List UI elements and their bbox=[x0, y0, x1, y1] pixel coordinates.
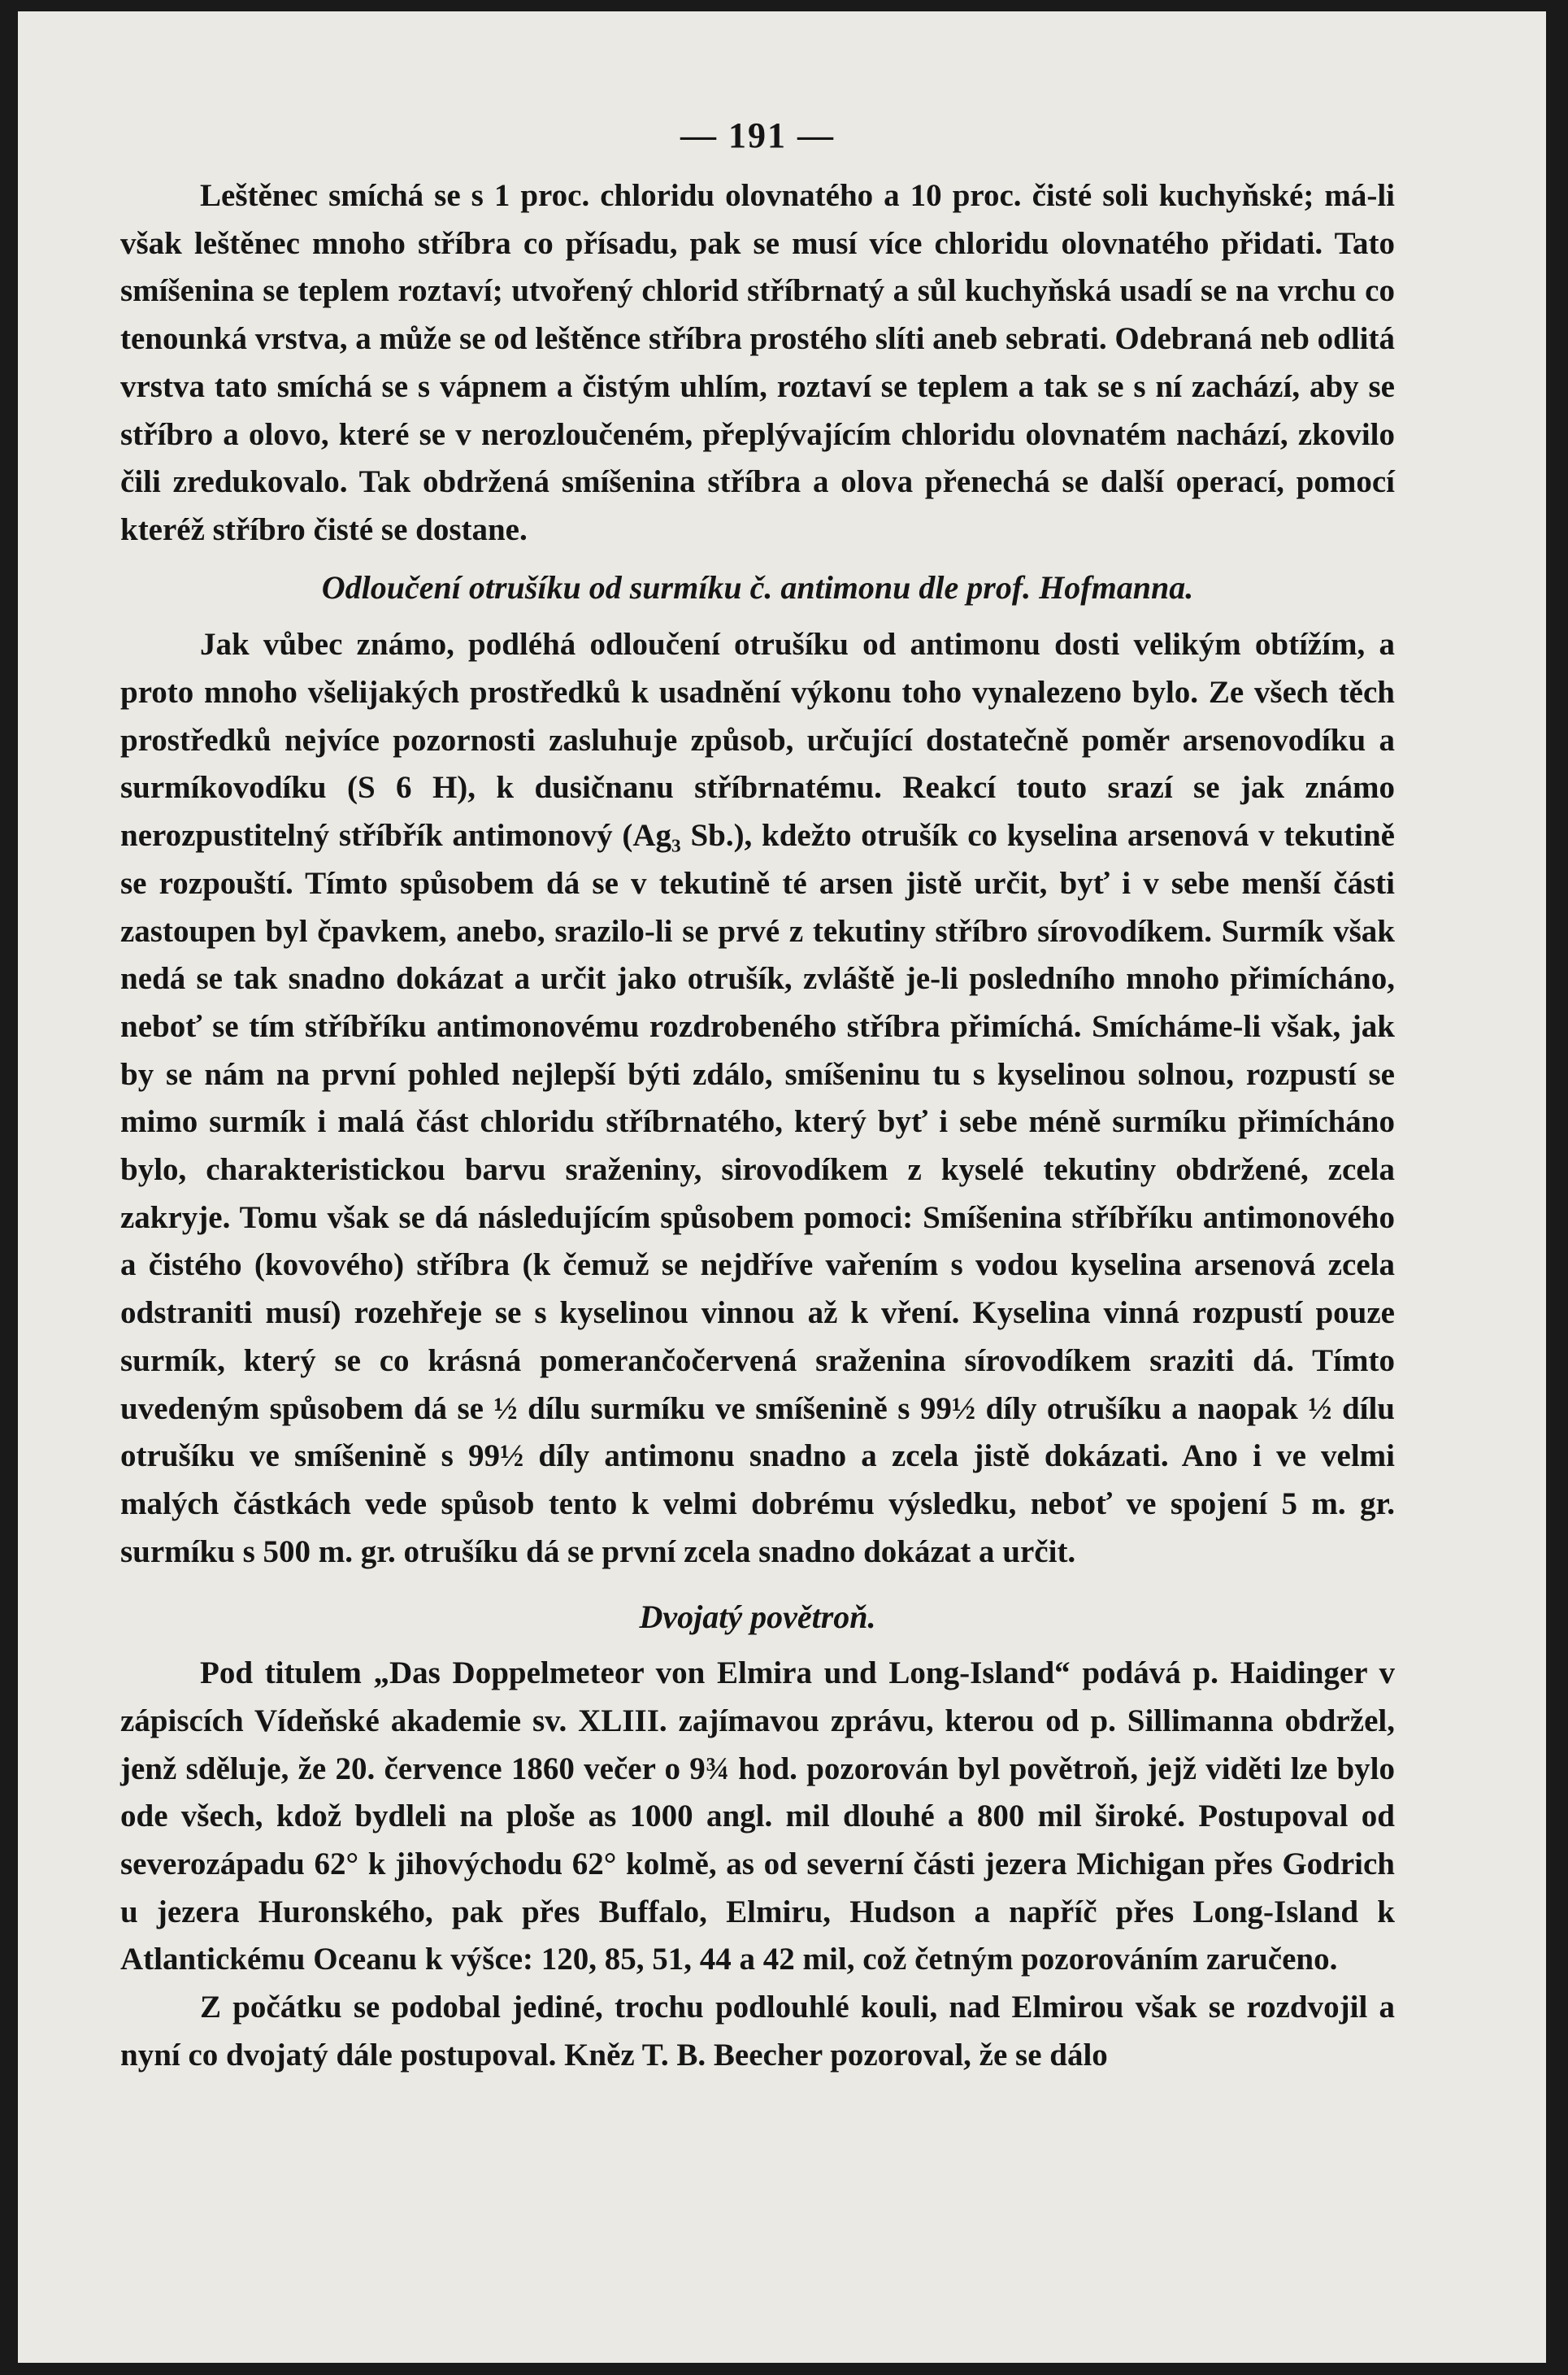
section-heading-antimony: Odloučení otrušíku od surmíku č. antimonu dle prof. Hofmanna. bbox=[321, 568, 1194, 606]
page-number: — 191 — bbox=[680, 115, 835, 155]
paragraph-4: Z počátku se podobal jediné, trochu podlouhlé kouli, nad Elmirou však se rozdvojil a nyní co dvojatý dále postupoval. Kněz T. B. Beecher pozoroval, že se dálo bbox=[120, 1990, 1395, 2073]
section-heading-meteor: Dvojatý povětroň. bbox=[639, 1599, 876, 1636]
paragraph-3: Pod titulem „Das Doppelmeteor von Elmira und Long-Island“ podává p. Haidinger v zápiscích Vídeňské akademie sv. XLIII. zajímavou zprávu, kterou od p. Sillimanna obdržel, jenž sděluje, že 20. července 1860 večer o 9¾ hod. pozorován byl povětroň, jejž viděti lze bylo ode všech, kdož bydleli na ploše as 1000 angl. mil dlouhé a 800 mil široké. Postupoval od severozápadu 62° k jihovýchodu 62° kolmě, as od severní části jezera Michigan přes Godrich u jezera Huronského, pak přes Buffalo, Elmiru, Hudson a napříč přes Long-Island k Atlantickému Oceanu k výšce: 120, 85, 51, 44 a 42 mil, což četným pozorováním zaručeno. bbox=[120, 1655, 1395, 1977]
paragraph-2: Jak vůbec známo, podléhá odloučení otrušíku od antimonu dosti velikým obtížím, a proto mnoho všelijakých prostředků k usadnění výkonu toho vynalezeno bylo. Ze všech těch prostředků nejvíce pozornosti zasluhuje způsob, určující dostatečně poměr arsenovodíku a surmíkovodíku (S 6 H), k dusičnanu stříbrnatému. Reakcí touto srazí se jak známo nerozpustitelný stříbřík antimonový (Ag₃ Sb.), kdežto otrušík co kyselina arsenová v tekutině se rozpouští. Tímto spůsobem dá se v tekutině té arsen jistě určit, byť i v sebe menší části zastoupen byl čpavkem, anebo, srazilo-li se prvé z tekutiny stříbro sírovodíkem. Surmík však nedá se tak snadno dokázat a určit jako otrušík, zvláště je-li posledního mnoho přimícháno, neboť se tím stříbříku antimonovému rozdrobeného stříbra přimíchá. Smícháme-li však, jak by se nám na první pohled nejlepší býti zdálo, smíšeninu tu s kyselinou solnou, rozpustí se mimo surmík i malá část chloridu stříbrnatého, který byť i sebe méně surmíku přimícháno bylo, charakteristickou barvu sraženiny, sirovodíkem z kyselé tekutiny obdržené, zcela zakryje. Tomu však se dá následujícím spůsobem pomoci: Smíšenina stříbříku antimonového a čistého (kovového) stříbra (k čemuž se nejdříve vařením s vodou kyselina arsenová zcela odstraniti musí) rozehřeje se s kyselinou vinnou až k vření. Kyselina vinná rozpustí pouze surmík, který se co krásná pomerančočervená sraženina sírovodíkem sraziti dá. Tímto uvedeným spůsobem dá se ½ dílu surmíku ve smíšenině s 99½ díly otrušíku a naopak ½ dílu otrušíku ve smíšenině s 99½ díly antimonu snadno a zcela jistě dokázati. Ano i ve velmi malých částkách vede spůsob tento k velmi dobrému výsledku, neboť ve spojení 5 m. gr. surmíku s 500 m. gr. otrušíku dá se první zcela snadno dokázat a určit. bbox=[120, 627, 1395, 1569]
book-page bbox=[18, 11, 1546, 2363]
paragraph-1: Leštěnec smíchá se s 1 proc. chloridu olovnatého a 10 proc. čisté soli kuchyňské; má-li však leštěnec mnoho stříbra co přísadu, pak se musí více chloridu olovnatého přidati. Tato smíšenina se teplem roztaví; utvořený chlorid stříbrnatý a sůl kuchyňská usadí se na vrchu co tenounká vrstva, a může se od leštěnce stříbra prostého slíti aneb sebrati. Odebraná neb odlitá vrstva tato smíchá se s vápnem a čistým uhlím, roztaví se teplem a tak se s ní zachází, aby se stříbro a olovo, které se v nerozloučeném, přeplývajícím chloridu olovnatém nachází, zkovilo čili zredukovalo. Tak obdržená smíšenina stříbra a olova přenechá se další operací, pomocí kteréž stříbro čisté se dostane. bbox=[120, 178, 1395, 547]
page-text bbox=[120, 107, 1395, 2079]
